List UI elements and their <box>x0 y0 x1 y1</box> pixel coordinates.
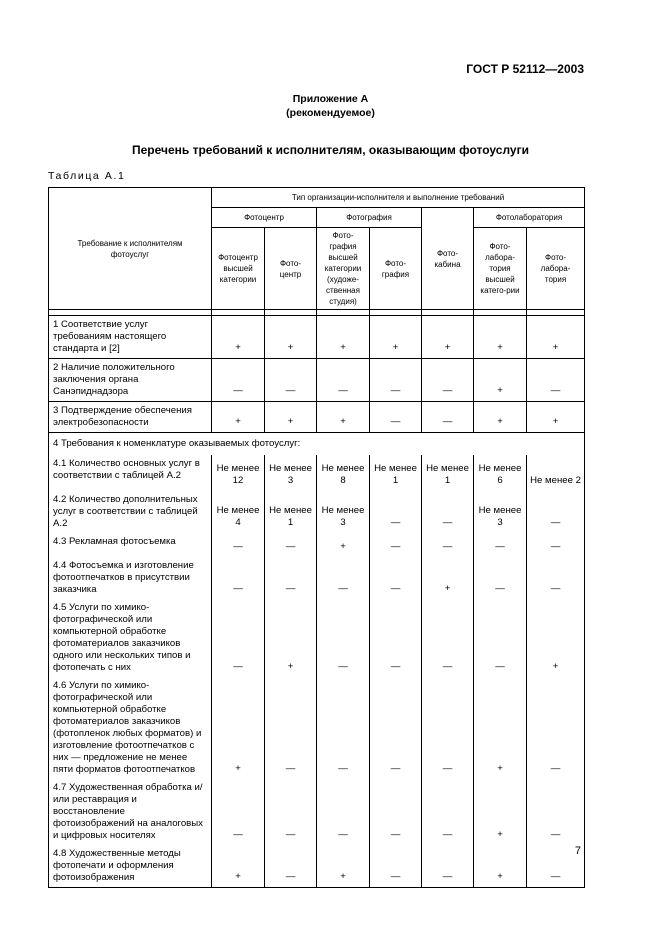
cell-value: — <box>527 557 585 599</box>
header-col-photobooth: Фото-кабина <box>422 208 474 310</box>
header-col-lab-top: Фото-лабора-тория высшей катего-рии <box>474 228 527 310</box>
cell-value: Не менее 6 <box>474 455 527 491</box>
header-col-photocenter: Фото-центр <box>265 228 317 310</box>
cell-value: + <box>212 845 265 888</box>
cell-value: — <box>370 533 422 557</box>
cell-value: — <box>265 779 317 845</box>
annex-heading <box>0 92 661 120</box>
table-row <box>49 779 585 845</box>
cell-value: — <box>212 533 265 557</box>
cell-value: — <box>265 677 317 779</box>
row-label: 4.5 Услуги по химико-фотографической или компьютерной обработке фотоматериалов заказчиков одного или нескольких типов и фотопечать с них <box>49 599 212 677</box>
cell-value: — <box>422 402 474 433</box>
cell-value: + <box>212 402 265 433</box>
cell-value: — <box>527 779 585 845</box>
table-header <box>49 188 585 316</box>
cell-value: — <box>212 599 265 677</box>
cell-value: — <box>265 557 317 599</box>
cell-value: — <box>474 557 527 599</box>
cell-value: — <box>422 599 474 677</box>
cell-value: — <box>370 677 422 779</box>
cell-value: + <box>265 599 317 677</box>
cell-value: — <box>370 779 422 845</box>
cell-value: + <box>474 359 527 402</box>
cell-value: — <box>212 779 265 845</box>
cell-value: + <box>527 402 585 433</box>
cell-value: — <box>370 402 422 433</box>
table-row <box>49 599 585 677</box>
header-group-lab: Фотолаборатория <box>474 208 585 228</box>
table-label: Таблица А.1 <box>48 170 126 182</box>
cell-value: + <box>265 402 317 433</box>
cell-value: — <box>317 557 370 599</box>
cell-value: — <box>422 533 474 557</box>
cell-value: + <box>527 316 585 359</box>
row-label: 4.8 Художественные методы фотопечати и оформления фотоизображения <box>49 845 212 888</box>
cell-value: Не менее 1 <box>370 455 422 491</box>
cell-value: — <box>422 779 474 845</box>
cell-value: — <box>317 779 370 845</box>
row-label: 3 Подтверждение обеспечения электробезопасности <box>49 402 212 433</box>
cell-value: — <box>265 359 317 402</box>
cell-value: — <box>370 599 422 677</box>
header-group-photography: Фотография <box>317 208 422 228</box>
cell-value: — <box>265 845 317 888</box>
cell-value: + <box>317 316 370 359</box>
cell-value: — <box>527 491 585 533</box>
cell-value: + <box>317 402 370 433</box>
cell-value: — <box>422 491 474 533</box>
cell-value: + <box>474 779 527 845</box>
cell-value: + <box>212 316 265 359</box>
cell-value: + <box>212 677 265 779</box>
header-requirement: Требование к исполнителям фотоуслуг <box>49 188 212 310</box>
cell-value: + <box>317 533 370 557</box>
standard-number: ГОСТ Р 52112—2003 <box>466 62 584 76</box>
cell-value: — <box>527 677 585 779</box>
cell-value: Не менее 2 <box>527 455 585 491</box>
cell-value: + <box>527 599 585 677</box>
table-body <box>49 316 585 888</box>
cell-value: — <box>422 677 474 779</box>
table-row <box>49 491 585 533</box>
cell-value: Не менее 1 <box>422 455 474 491</box>
row-label: 4.6 Услуги по химико-фотографической или компьютерной обработке фотоматериалов заказчиков (фотопленок любых форматов) и изготовление фотоотпечатков с них — предложение не менее пяти форматов фотоотпечатков <box>49 677 212 779</box>
cell-value: + <box>474 845 527 888</box>
page-number: 7 <box>574 845 581 857</box>
row-label: 4.7 Художественная обработка и/или реставрация и восстановление фотоизображений на аналоговых и цифровых носителях <box>49 779 212 845</box>
table-row <box>49 845 585 888</box>
table-row <box>49 557 585 599</box>
cell-value: + <box>317 845 370 888</box>
row-label: 2 Наличие положительного заключения органа Санэпиднадзора <box>49 359 212 402</box>
cell-value: — <box>370 845 422 888</box>
annex-subtitle: (рекомендуемое) <box>286 107 375 119</box>
cell-value: — <box>265 533 317 557</box>
table-row <box>49 677 585 779</box>
section-label: 4 Требования к номенклатуре оказываемых фотоуслуг: <box>49 433 585 455</box>
header-group-all: Тип организации-исполнителя и выполнение требований <box>212 188 585 208</box>
row-label: 4.4 Фотосъемка и изготовление фотоотпечатков в присутствии заказчика <box>49 557 212 599</box>
table-row <box>49 455 585 491</box>
cell-value: + <box>422 557 474 599</box>
cell-value: + <box>474 316 527 359</box>
annex-title: Приложение А <box>292 93 369 105</box>
cell-value: Не менее 3 <box>265 455 317 491</box>
header-col-lab: Фото-лабора-тория <box>527 228 585 310</box>
cell-value: — <box>422 359 474 402</box>
cell-value: Не менее 1 <box>265 491 317 533</box>
cell-value: + <box>474 677 527 779</box>
cell-value: — <box>212 557 265 599</box>
table-row <box>49 402 585 433</box>
cell-value: — <box>527 359 585 402</box>
cell-value: — <box>317 677 370 779</box>
requirements-table <box>48 187 585 888</box>
table-row <box>49 316 585 359</box>
cell-value: — <box>474 533 527 557</box>
cell-value: + <box>265 316 317 359</box>
cell-value: — <box>370 557 422 599</box>
header-col-photography-top: Фото-графия высшей категории (художе-ственная студия) <box>317 228 370 310</box>
cell-value: — <box>317 599 370 677</box>
table-row <box>49 359 585 402</box>
header-col-photocenter-top: Фотоцентр высшей категории <box>212 228 265 310</box>
row-label: 4.2 Количество дополнительных услуг в соответствии с таблицей А.2 <box>49 491 212 533</box>
cell-value: Не менее 3 <box>474 491 527 533</box>
cell-value: — <box>370 491 422 533</box>
header-col-photography: Фото-графия <box>370 228 422 310</box>
cell-value: + <box>474 402 527 433</box>
cell-value: + <box>422 316 474 359</box>
cell-value: Не менее 12 <box>212 455 265 491</box>
cell-value: — <box>527 533 585 557</box>
cell-value: — <box>212 359 265 402</box>
cell-value: — <box>474 599 527 677</box>
cell-value: — <box>422 845 474 888</box>
row-label: 1 Соответствие услуг требованиям настоящего стандарта и [2] <box>49 316 212 359</box>
cell-value: — <box>317 359 370 402</box>
document-title: Перечень требований к исполнителям, оказывающим фотоуслуги <box>132 143 529 157</box>
cell-value: — <box>370 359 422 402</box>
cell-value: Не менее 3 <box>317 491 370 533</box>
cell-value: + <box>370 316 422 359</box>
header-group-photocenter: Фотоцентр <box>212 208 317 228</box>
row-label: 4.1 Количество основных услуг в соответствии с таблицей А.2 <box>49 455 212 491</box>
table-section-row <box>49 433 585 455</box>
row-label: 4.3 Рекламная фотосъемка <box>49 533 212 557</box>
cell-value: Не менее 4 <box>212 491 265 533</box>
cell-value: Не менее 8 <box>317 455 370 491</box>
table-row <box>49 533 585 557</box>
cell-value: — <box>527 845 585 888</box>
